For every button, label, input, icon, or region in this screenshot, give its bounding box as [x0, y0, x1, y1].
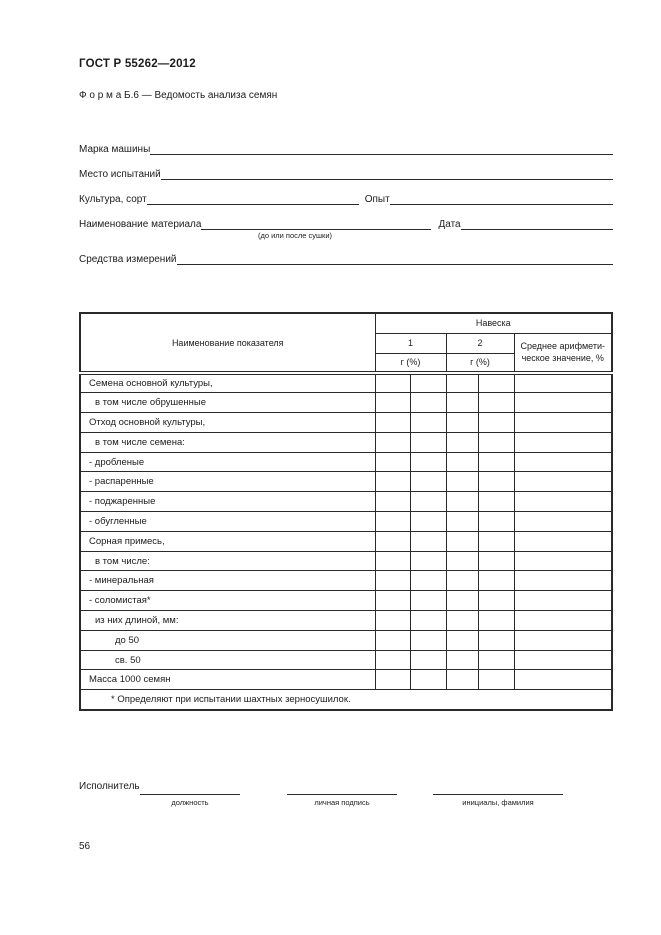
cell-blank: [410, 630, 446, 650]
cell-blank: [478, 393, 514, 413]
executor-label: Исполнитель: [79, 781, 140, 792]
field-label-material-name: Наименование материала: [79, 219, 202, 230]
signature-caption-personal-sign: личная подпись: [314, 798, 370, 807]
cell-blank: [514, 670, 612, 690]
cell-blank: [514, 591, 612, 611]
cell-blank: [375, 393, 410, 413]
table-row: [80, 630, 612, 650]
cell-blank: [410, 611, 446, 631]
cell-blank: [446, 452, 478, 472]
cell-blank: [375, 571, 410, 591]
row-label: Отход основной культуры,: [80, 413, 375, 433]
row-label: до 50: [80, 630, 375, 650]
cell-blank: [375, 413, 410, 433]
cell-blank: [514, 452, 612, 472]
table-row: [80, 591, 612, 611]
cell-blank: [375, 611, 410, 631]
cell-blank: [446, 670, 478, 690]
cell-blank: [375, 452, 410, 472]
table-row: [80, 571, 612, 591]
cell-blank: [446, 373, 478, 393]
blank-line: [147, 189, 359, 205]
cell-blank: [410, 373, 446, 393]
cell-blank: [410, 413, 446, 433]
cell-blank: [375, 472, 410, 492]
cell-blank: [446, 650, 478, 670]
cell-blank: [446, 413, 478, 433]
cell-blank: [514, 571, 612, 591]
field-test-place: [79, 165, 613, 180]
cell-blank: [446, 591, 478, 611]
cell-blank: [514, 611, 612, 631]
row-label: - соломистая*: [80, 591, 375, 611]
table-row: [80, 611, 612, 631]
table-footnote: * Определяют при испытании шахтных зерносушилок.: [80, 690, 612, 710]
cell-blank: [478, 472, 514, 492]
cell-blank: [514, 492, 612, 512]
form-title: Ф о р м а Б.6 — Ведомость анализа семян: [79, 90, 278, 101]
col-header-sample-group: Навеска: [375, 313, 612, 333]
cell-blank: [410, 531, 446, 551]
cell-blank: [478, 413, 514, 433]
cell-blank: [514, 413, 612, 433]
cell-blank: [410, 432, 446, 452]
cell-blank: [410, 472, 446, 492]
row-label: Масса 1000 семян: [80, 670, 375, 690]
table-row: [80, 373, 612, 393]
cell-blank: [410, 670, 446, 690]
cell-blank: [478, 611, 514, 631]
cell-blank: [446, 571, 478, 591]
field-machine-brand: [79, 140, 613, 155]
blank-line: [177, 249, 613, 265]
seed-analysis-table: [79, 312, 613, 711]
cell-blank: [478, 452, 514, 472]
cell-blank: [514, 472, 612, 492]
cell-blank: [514, 531, 612, 551]
field-label-test-place: Место испытаний: [79, 169, 161, 180]
cell-blank: [478, 512, 514, 532]
cell-blank: [410, 551, 446, 571]
table-row: [80, 393, 612, 413]
col-header-mean: [514, 333, 612, 373]
cell-blank: [478, 492, 514, 512]
blank-line: [201, 214, 431, 230]
field-label-machine-brand: Марка машины: [79, 144, 151, 155]
cell-blank: [410, 591, 446, 611]
table-row: [80, 650, 612, 670]
cell-blank: [514, 432, 612, 452]
table-row: [80, 670, 612, 690]
table-row: [80, 531, 612, 551]
signature-blank-line: [433, 794, 563, 795]
field-culture-experiment: [79, 190, 613, 205]
row-label: - обугленные: [80, 512, 375, 532]
cell-blank: [375, 591, 410, 611]
row-label: - дробленые: [80, 452, 375, 472]
signature-blank-line: [287, 794, 397, 795]
row-label: св. 50: [80, 650, 375, 670]
table-row: [80, 432, 612, 452]
signature-blank-line: [140, 794, 240, 795]
cell-blank: [478, 373, 514, 393]
row-label: - распаренные: [80, 472, 375, 492]
cell-blank: [375, 373, 410, 393]
blank-line: [150, 139, 613, 155]
cell-blank: [478, 630, 514, 650]
table-row: [80, 512, 612, 532]
cell-blank: [410, 650, 446, 670]
field-measuring-instruments: [79, 250, 613, 265]
table-row: [80, 413, 612, 433]
cell-blank: [375, 531, 410, 551]
page-number: 56: [79, 841, 91, 852]
cell-blank: [514, 373, 612, 393]
cell-blank: [514, 650, 612, 670]
table-row: [80, 452, 612, 472]
cell-blank: [478, 432, 514, 452]
cell-blank: [446, 492, 478, 512]
signature-caption-position: должность: [171, 798, 209, 807]
table-row: [80, 472, 612, 492]
field-label-date: Дата: [438, 219, 461, 230]
row-label: - минеральная: [80, 571, 375, 591]
row-label: в том числе:: [80, 551, 375, 571]
row-label: в том числе семена:: [80, 432, 375, 452]
table-row: [80, 551, 612, 571]
cell-blank: [375, 630, 410, 650]
col-header-sample-2: 2: [446, 333, 514, 353]
field-label-experiment: Опыт: [364, 194, 390, 205]
cell-blank: [410, 393, 446, 413]
table-header-row-1: [80, 313, 612, 333]
col-header-unit-2: г (%): [446, 353, 514, 373]
col-header-unit-1: г (%): [375, 353, 446, 373]
cell-blank: [410, 512, 446, 532]
cell-blank: [446, 611, 478, 631]
row-label: Семена основной культуры,: [80, 373, 375, 393]
col-header-mean-line1: Среднее арифмети-: [520, 341, 606, 352]
cell-blank: [514, 630, 612, 650]
row-label: в том числе обрушенные: [80, 393, 375, 413]
field-label-culture-sort: Культура, сорт: [79, 194, 147, 205]
cell-blank: [478, 531, 514, 551]
field-label-measuring-instruments: Средства измерений: [79, 254, 177, 265]
cell-blank: [478, 571, 514, 591]
table-footnote-row: [80, 690, 612, 710]
cell-blank: [514, 393, 612, 413]
cell-blank: [478, 591, 514, 611]
cell-blank: [446, 531, 478, 551]
cell-blank: [375, 551, 410, 571]
cell-blank: [446, 393, 478, 413]
cell-blank: [446, 472, 478, 492]
cell-blank: [410, 492, 446, 512]
cell-blank: [375, 670, 410, 690]
cell-blank: [375, 492, 410, 512]
cell-blank: [410, 571, 446, 591]
blank-line: [390, 189, 613, 205]
col-header-sample-1: 1: [375, 333, 446, 353]
cell-blank: [446, 512, 478, 532]
cell-blank: [375, 512, 410, 532]
cell-blank: [410, 452, 446, 472]
field-material-date: [79, 215, 613, 230]
blank-line: [461, 214, 613, 230]
row-label: - поджаренные: [80, 492, 375, 512]
cell-blank: [446, 551, 478, 571]
table-row: [80, 492, 612, 512]
cell-blank: [446, 432, 478, 452]
cell-blank: [478, 670, 514, 690]
cell-blank: [514, 512, 612, 532]
cell-blank: [478, 551, 514, 571]
cell-blank: [446, 630, 478, 650]
cell-blank: [478, 650, 514, 670]
cell-blank: [375, 650, 410, 670]
col-header-mean-line2: ческое значение, %: [521, 353, 604, 364]
col-header-indicator: Наименование показателя: [80, 313, 375, 373]
doc-number: ГОСТ Р 55262—2012: [79, 58, 196, 70]
row-label: из них длиной, мм:: [80, 611, 375, 631]
signature-caption-initials: инициалы, фамилия: [462, 798, 534, 807]
cell-blank: [514, 551, 612, 571]
material-caption: (до или после сушки): [257, 231, 333, 240]
cell-blank: [375, 432, 410, 452]
blank-line: [161, 164, 613, 180]
row-label: Сорная примесь,: [80, 531, 375, 551]
